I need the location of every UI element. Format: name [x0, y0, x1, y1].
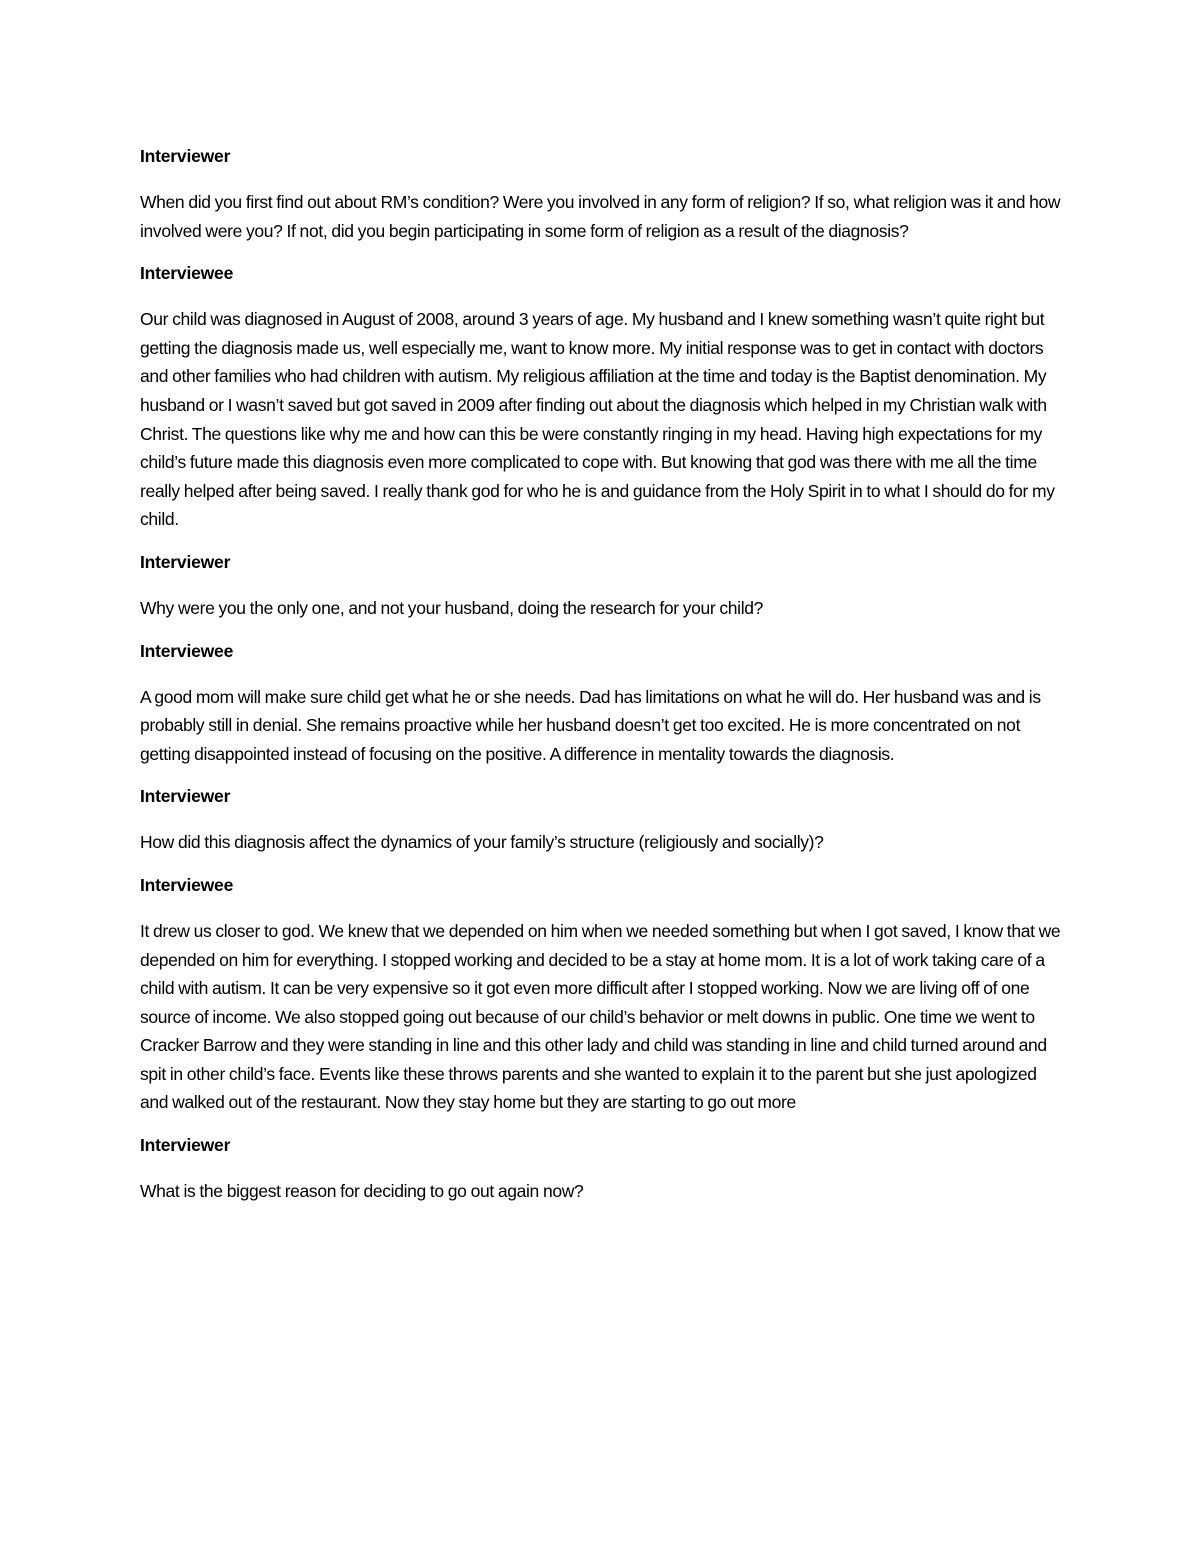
interviewee-answer: It drew us closer to god. We knew that we depended on him when we needed something but when I got saved, I know that we depended on him for everything. I stopped working and decided to be a stay at home mom. It is a lot of work taking care of a child with autism. It can be very expensive so it got even more difficult after I stopped working. Now we are living off of one source of income. We also stopped going out because of our child’s behavior or melt downs in public. One time we went to Cracker Barrow and they were standing in line and this other lady and child was standing in line and child turned around and spit in other child’s face. Events like these throws parents and she wanted to explain it to the parent but she just apologized and walked out of the restaurant. Now they stay home but they are starting to go out more	[140, 920, 1061, 1113]
speaker-label-interviewer: Interviewer	[140, 551, 231, 572]
interview-transcript	[140, 144, 1065, 1222]
speaker-label-interviewee: Interviewee	[140, 640, 234, 661]
interviewer-question: What is the biggest reason for deciding to go out again now?	[140, 1181, 584, 1202]
speaker-label-interviewee: Interviewee	[140, 874, 234, 895]
speaker-label-interviewee: Interviewee	[140, 263, 234, 284]
speaker-label-interviewer: Interviewer	[140, 1135, 231, 1156]
interviewer-question: When did you first find out about RM’s condition? Were you involved in any form of religion? If so, what religion was it and how involved were you? If not, did you begin participating in some form of religion as a result of the diagnosis?	[140, 192, 1061, 241]
speaker-label-interviewer: Interviewer	[140, 146, 231, 166]
speaker-label-interviewer: Interviewer	[140, 786, 231, 807]
interviewee-answer: A good mom will make sure child get what he or she needs. Dad has limitations on what he will do. Her husband was and is probably still in denial. She remains proactive while her husband doesn’t get too excited. He is more concentrated on not getting disappointed instead of focusing on the positive. A difference in mentality towards the diagnosis.	[140, 686, 1041, 764]
interviewee-answer: Our child was diagnosed in August of 2008, around 3 years of age. My husband and I knew something wasn’t quite right but getting the diagnosis made us, well especially me, want to know more. My initial response was to get in contact with doctors and other families who had children with autism. My religious affiliation at the time and today is the Baptist denomination. My husband or I wasn’t saved but got saved in 2009 after finding out about the diagnosis which helped in my Christian walk with Christ. The questions like why me and how can this be were constantly ringing in my head. Having high expectations for my child’s future made this diagnosis even more complicated to cope with. But knowing that god was there with me all the time really helped after being saved. I really thank god for who he is and guidance from the Holy Spirit in to what I should do for my child.	[140, 309, 1055, 530]
interviewer-question: How did this diagnosis affect the dynamics of your family’s structure (religiously and socially)?	[140, 832, 824, 853]
interviewer-question: Why were you the only one, and not your husband, doing the research for your child?	[140, 597, 764, 618]
